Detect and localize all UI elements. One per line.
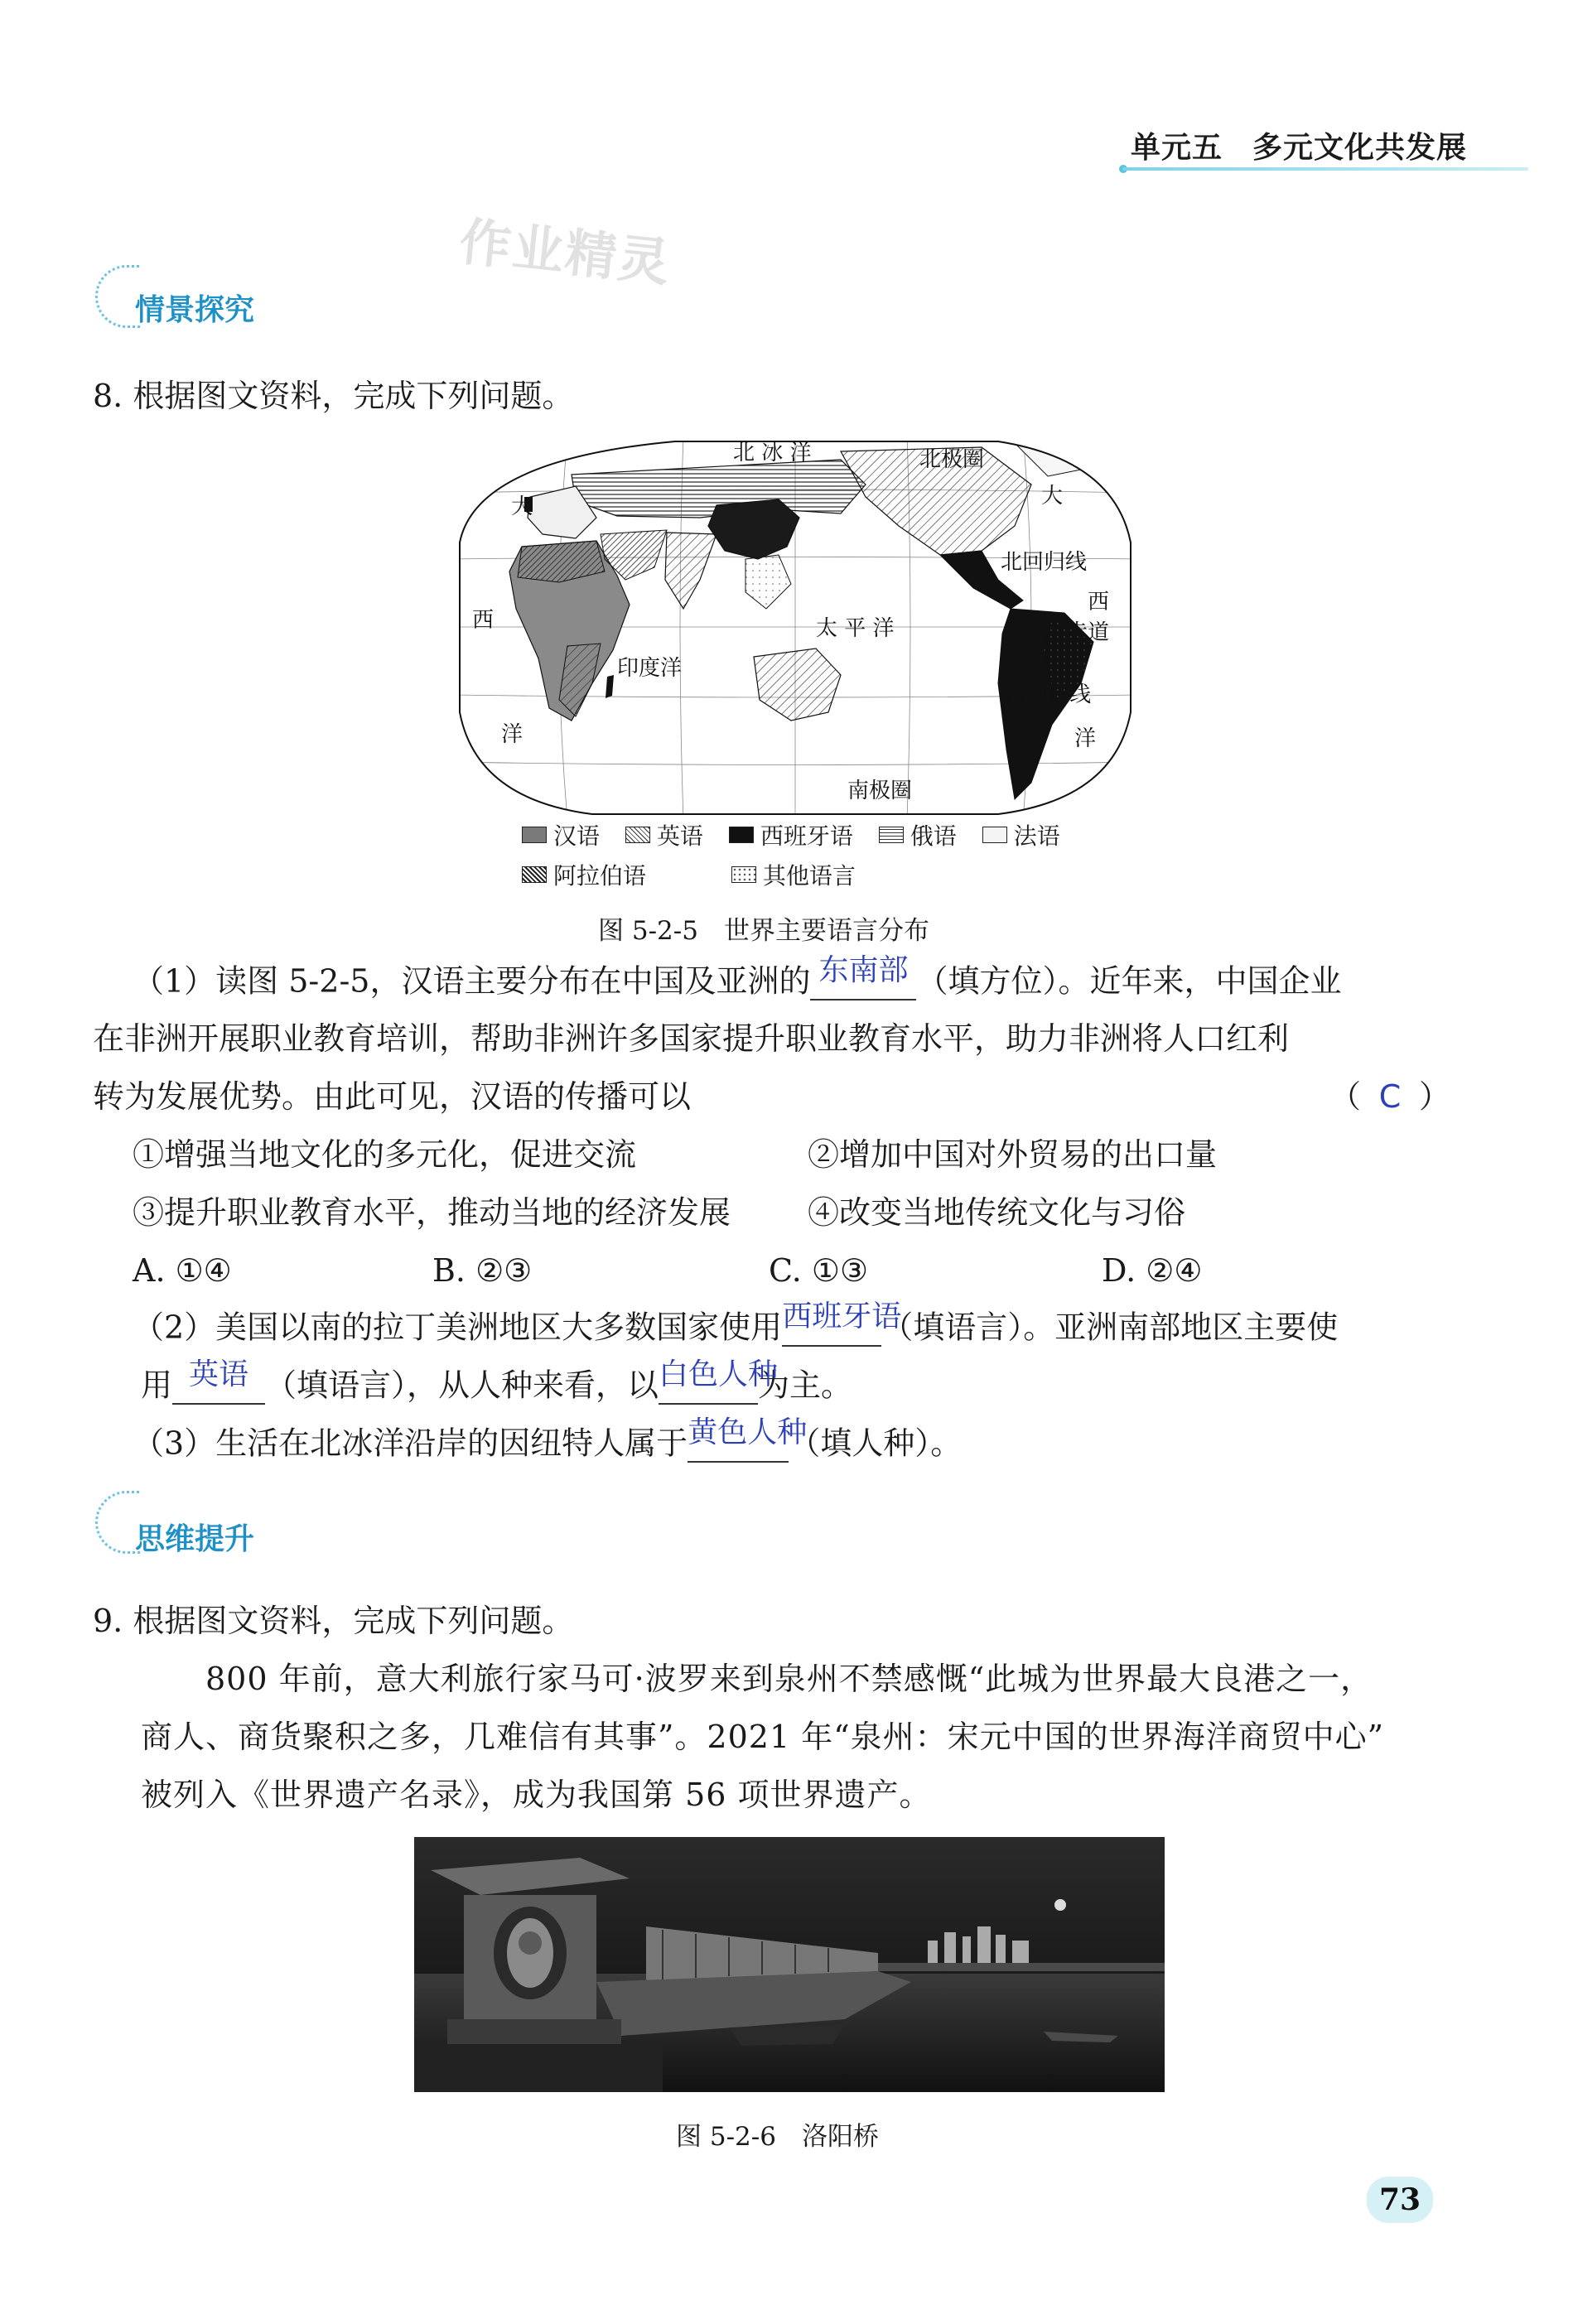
section-arc-decoration	[95, 1491, 140, 1554]
q8-choice-a[interactable]: A. ①④	[133, 1252, 232, 1289]
q8-p1-line2: 在非洲开展职业教育培训，帮助非洲许多国家提升职业教育水平，助力非洲将人口红利	[93, 1020, 1290, 1057]
legend-swatch-french	[982, 827, 1007, 843]
legend-item: 俄语	[879, 818, 957, 851]
section-title-scenario: 情景探究	[135, 293, 255, 327]
legend-swatch-spanish	[729, 827, 754, 843]
world-language-map	[451, 435, 1139, 820]
q8-choice-d[interactable]: D. ②④	[1102, 1252, 1203, 1289]
legend-swatch-english	[625, 827, 650, 843]
map-label-arctic: 北 冰 洋	[733, 441, 812, 465]
map-label-pacific-yang: 洋	[1074, 726, 1097, 751]
q8-answer[interactable]: C	[1378, 1078, 1402, 1115]
legend-swatch-chinese	[522, 827, 547, 843]
q9-para-line2: 商人、商货聚积之多，几难信有其事”。2021 年“泉州：宋元中国的世界海洋商贸中心”	[141, 1719, 1385, 1755]
map-legend	[522, 818, 1078, 891]
map-label-west-xi: 西	[1088, 590, 1110, 615]
photo-svg	[414, 1837, 1165, 2092]
q8-p1-line1: （1）读图 5-2-5，汉语主要分布在中国及亚洲的 东南部 （填方位）。近年来，中国企业	[133, 953, 1342, 1000]
photo-caption: 图 5-2-6 洛阳桥	[676, 2122, 879, 2152]
map-label-indian: 印度洋	[617, 656, 683, 681]
map-label-atlantic-da: 大	[511, 494, 533, 519]
q8-option-4: ④改变当地传统文化与习俗	[808, 1194, 1186, 1231]
map-label-pacific: 太 平 洋	[816, 616, 895, 641]
unit-title: 多元文化共发展	[1252, 131, 1468, 165]
legend-item: 西班牙语	[729, 818, 853, 851]
unit-label: 单元五	[1131, 131, 1223, 165]
map-svg	[451, 435, 1139, 820]
map-caption: 图 5-2-5 世界主要语言分布	[598, 916, 929, 946]
watermark: 作业精灵	[456, 210, 674, 294]
map-label-atlantic-yang: 洋	[501, 722, 524, 747]
legend-swatch-other	[731, 866, 756, 883]
header-title	[1131, 124, 1520, 166]
luoyang-bridge-photo	[414, 1837, 1165, 2092]
q9-para-line3: 被列入《世界遗产名录》，成为我国第 56 项世界遗产。	[141, 1777, 932, 1813]
blank-south-asia-language[interactable]: 英语	[172, 1367, 265, 1405]
q8-p2-line1: （2）美国以南的拉丁美洲地区大多数国家使用 西班牙语 （填语言）。亚洲南部地区主要使	[133, 1299, 1339, 1346]
q8-p3: （3）生活在北冰洋沿岸的因纽特人属于 黄色人种 （填人种）。	[133, 1415, 963, 1462]
q8-choice-b[interactable]: B. ②③	[432, 1252, 533, 1289]
q8-option-1: ①增强当地文化的多元化，促进交流	[133, 1136, 637, 1173]
q8-answer-paren: （ C ）	[1329, 1078, 1451, 1115]
map-label-arctic-circle: 北极圈	[919, 447, 985, 472]
q8-option-3: ③提升职业教育水平，推动当地的经济发展	[133, 1194, 731, 1231]
q9-stem: 9. 根据图文资料，完成下列问题。	[93, 1603, 574, 1639]
legend-item: 法语	[982, 818, 1060, 851]
q9-para-line1: 800 年前，意大利旅行家马可·波罗来到泉州不禁感慨“此城为世界最大良港之一，	[205, 1661, 1373, 1697]
map-label-pacific-da: 大	[1041, 484, 1064, 509]
map-label-equator: 赤道	[1066, 620, 1110, 645]
blank-race-south-asia[interactable]: 白色人种	[659, 1367, 758, 1405]
legend-item: 其他语言	[731, 858, 856, 891]
q8-choice-c[interactable]: C. ①③	[769, 1252, 869, 1289]
blank-inuit-race[interactable]: 黄色人种	[688, 1425, 789, 1463]
section-title-thinking: 思维提升	[135, 1522, 255, 1556]
header-rule	[1122, 167, 1528, 171]
page-number: 73	[1367, 2177, 1433, 2223]
q8-p1-line3: 转为发展优势。由此可见，汉语的传播可以	[93, 1078, 692, 1115]
section-arc-decoration	[95, 265, 140, 328]
legend-item: 英语	[625, 818, 703, 851]
legend-item: 阿拉伯语	[522, 858, 646, 891]
map-label-antarctic-circle: 南极圈	[847, 779, 913, 803]
map-label-tropic-capricorn: 南回归线	[1005, 682, 1092, 707]
q8-stem: 8. 根据图文资料，完成下列问题。	[93, 378, 574, 414]
blank-latin-language[interactable]: 西班牙语	[782, 1309, 881, 1347]
q8-p2-line2: 用 英语 （填语言），从人种来看，以 白色人种 为主。	[141, 1357, 853, 1404]
page-header	[1131, 124, 1520, 166]
map-label-atlantic-xi: 西	[472, 608, 495, 633]
legend-swatch-russian	[879, 827, 904, 843]
legend-item: 汉语	[522, 818, 600, 851]
blank-direction[interactable]: 东南部	[810, 962, 916, 1000]
q8-option-2: ②增加中国对外贸易的出口量	[808, 1136, 1218, 1173]
map-label-tropic-cancer: 北回归线	[1001, 550, 1088, 575]
legend-swatch-arabic	[522, 866, 547, 883]
